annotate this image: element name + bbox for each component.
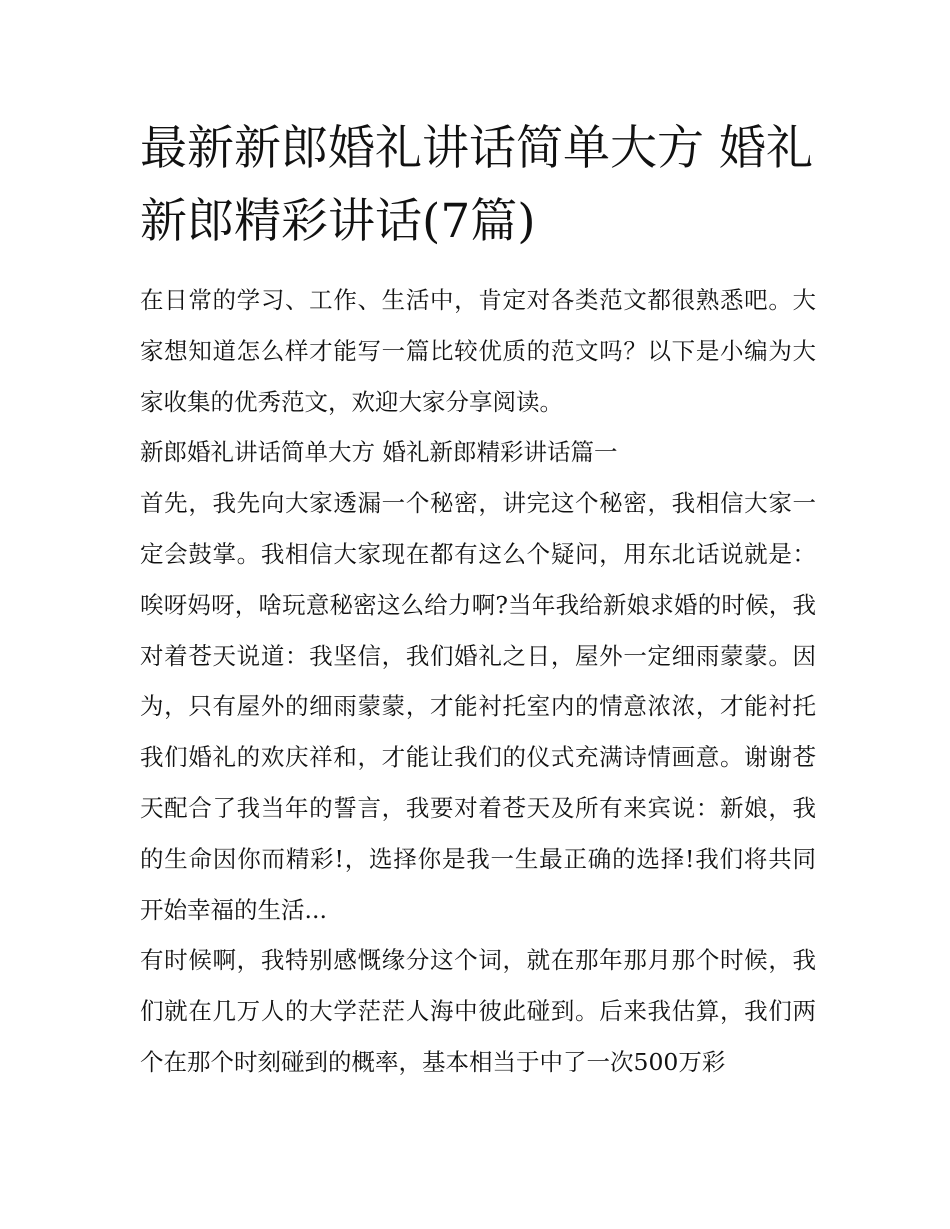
speech-paragraph: 有时候啊，我特别感慨缘分这个词，就在那年那月那个时候，我们就在几万人的大学茫茫人海中彼此碰到。后来我估算，我们两个在那个时刻碰到的概率，基本相当于中了一次500万彩 <box>140 946 816 1076</box>
intro-paragraph: 在日常的学习、工作、生活中，肯定对各类范文都很熟悉吧。大家想知道怎么样才能写一篇比较优质的范文吗？以下是小编为大家收集的优秀范文，欢迎大家分享阅读。 <box>140 286 816 416</box>
section-heading: 新郎婚礼讲话简单大方 婚礼新郎精彩讲话篇一 <box>140 438 618 467</box>
document-title: 最新新郎婚礼讲话简单大方 婚礼新郎精彩讲话(7篇) <box>140 121 813 249</box>
document-body <box>140 275 816 1088</box>
speech-paragraph: 首先，我先向大家透漏一个秘密，讲完这个秘密，我相信大家一定会鼓掌。我相信大家现在都有这么个疑问，用东北话说就是：唉呀妈呀，啥玩意秘密这么给力啊?当年我给新娘求婚的时候，我对着苍天说道：我坚信，我们婚礼之日，屋外一定细雨蒙蒙。因为，只有屋外的细雨蒙蒙，才能衬托室内的情意浓浓，才能衬托我们婚礼的欢庆祥和，才能让我们的仪式充满诗情画意。谢谢苍天配合了我当年的誓言，我要对着苍天及所有来宾说：新娘，我的生命因你而精彩!，选择你是我一生最正确的选择!我们将共同开始幸福的生活... <box>140 489 816 924</box>
